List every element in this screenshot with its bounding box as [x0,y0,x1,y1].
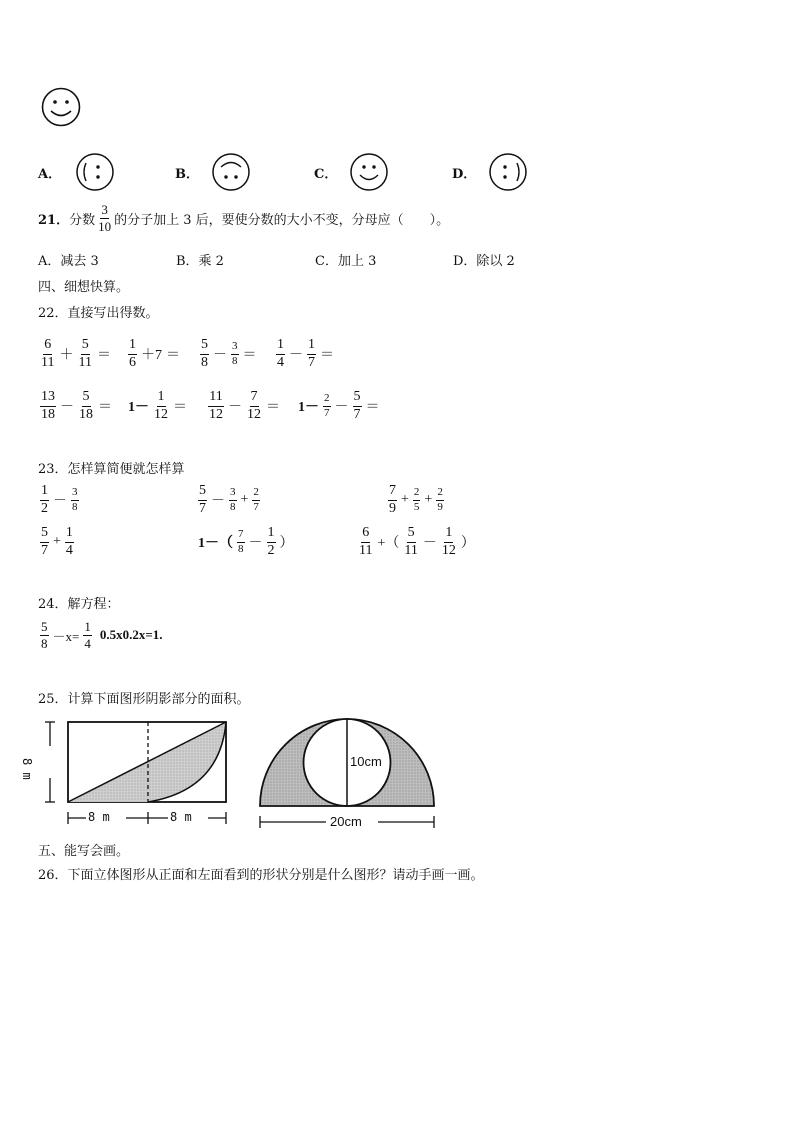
numerator: 5 [353,390,362,407]
numerator: 6 [361,526,370,543]
numerator: 7 [237,529,245,543]
numerator: 2 [252,487,260,501]
denominator: 8 [232,354,238,367]
fraction [388,484,397,516]
denominator: 12 [247,406,261,422]
denominator: 7 [41,542,48,558]
numerator: 1 [307,338,316,355]
operator: + [401,492,409,508]
fraction [229,487,237,513]
operator: － [60,400,74,416]
numerator: 1 [267,526,276,543]
denominator: 2 [267,542,275,558]
numerator: 1 [84,619,91,634]
numerator: 3 [101,202,108,217]
fraction [65,526,74,558]
fraction [71,487,79,513]
face-side-right-icon [488,152,528,192]
numerator: 5 [200,338,209,355]
option-letter: A． [38,166,62,182]
operator: ＋ [59,348,74,364]
fraction [40,526,49,558]
numerator: 3 [71,487,79,501]
top-face-icon [40,86,82,128]
fraction [237,529,245,555]
numerator: 7 [250,390,259,407]
denominator: 11 [41,354,55,370]
numerator: 13 [40,390,56,407]
denominator: 4 [84,635,91,651]
fraction [267,526,276,558]
fraction [40,484,49,516]
equals: ＝ [96,348,111,364]
operator: － [289,348,303,364]
question-21 [38,203,449,233]
denominator: 7 [324,406,330,419]
numerator: 1 [128,338,137,355]
question-25-title: 25．计算下面图形阴影部分的面积。 [38,692,250,707]
numerator: 2 [413,487,421,501]
numerator: 1 [40,484,49,501]
q22-expr-4 [274,338,336,370]
base-label: 20cm [330,814,362,829]
numerator: 5 [40,526,49,543]
prefix: 1－ [128,400,149,416]
fraction [78,390,94,422]
option-c[interactable] [314,152,389,192]
q22-expr-3 [198,338,259,370]
operator: － [334,400,349,416]
operator: +（ [377,536,400,552]
question-22-title: 22．直接写出得数。 [38,306,159,321]
denominator: 4 [65,542,73,558]
denominator: 11 [78,354,92,370]
operator: － [211,494,225,510]
dimension-label-vertical: 8 m [20,758,34,780]
denominator: 18 [41,406,55,422]
numerator: 5 [82,390,91,407]
face-frown-icon [211,152,251,192]
q22-expr-8 [296,390,382,422]
fraction [403,526,418,558]
numerator: 5 [198,484,207,501]
denominator: 6 [129,354,136,370]
operator: ＋7 [141,348,162,364]
option-letter: D． [452,166,477,182]
denominator: 11 [404,542,418,558]
operator: － [228,400,242,416]
fraction [441,526,457,558]
question-24-title: 24．解方程： [38,597,120,612]
q23-expr-4 [38,526,76,558]
equals: ＝ [320,348,334,364]
option-letter: B． [175,166,199,182]
numerator: 3 [229,487,237,501]
numerator: 5 [41,619,48,634]
fraction [208,390,224,422]
q23-expr-2 [196,484,262,516]
q21-option-d[interactable]: D．除以 2 [453,254,515,269]
fraction [358,526,373,558]
fraction [198,484,207,516]
fraction [40,620,49,650]
equals: ＝ [173,400,187,416]
fraction [128,338,137,370]
fraction [77,338,92,370]
q22-expr-5 [38,390,114,422]
section-heading-4: 四、细想快算。 [38,280,130,295]
denominator: 12 [154,406,168,422]
equals: ＝ [166,348,180,364]
face-smile-icon [349,152,389,192]
denominator: 8 [201,354,208,370]
option-letter: C． [314,166,338,182]
numerator: 1 [444,526,453,543]
denominator: 9 [437,500,443,513]
q21-option-c[interactable]: C．加上 3 [315,254,377,269]
numerator: 3 [231,341,239,355]
operator: + [53,534,61,550]
operator: － [248,536,263,552]
equals: ＝ [266,400,280,416]
numerator: 1 [65,526,74,543]
numerator: 2 [436,487,444,501]
denominator: 7 [353,406,361,422]
fraction [276,338,285,370]
fraction [353,390,362,422]
q24-equation [38,620,165,650]
fraction [40,338,55,370]
denominator: 8 [41,635,48,651]
q21-option-b[interactable]: B．乘 2 [176,254,224,269]
numerator: 11 [208,390,223,407]
fraction [231,341,239,367]
denominator: 8 [72,500,78,513]
denominator: 11 [359,542,373,558]
q22-expr-2 [126,338,182,370]
fraction [246,390,262,422]
equals: ＝ [365,400,380,416]
numerator: 7 [388,484,397,501]
q22-expr-6 [126,390,189,422]
suffix: ） [460,536,475,552]
q21-option-a[interactable]: A．减去 3 [38,254,99,269]
operator: － [53,494,67,510]
question-text-pre: 分数 [69,212,96,228]
question-23-title: 23．怎样算简便就怎样算 [38,462,185,477]
operator: －x= [52,628,80,644]
equation-2: 0.5x0.2x=1. [99,627,163,643]
section-heading-5: 五、能写会画。 [38,844,130,859]
operator: + [240,492,249,508]
fraction [97,203,112,233]
denominator: 12 [209,406,223,422]
dimension-label-left: 8 m [88,810,110,824]
denominator: 7 [253,500,259,513]
denominator: 2 [41,500,48,516]
prefix: 1－ [298,400,319,416]
prefix: 1－（ [198,536,233,552]
operator: － [213,348,227,364]
numerator: 1 [157,390,166,407]
dimension-label-right: 8 m [170,810,192,824]
numerator: 1 [276,338,285,355]
rectangle-figure [38,714,238,834]
fraction [40,390,56,422]
numerator: 5 [407,526,416,543]
denominator: 12 [441,542,456,558]
fraction [83,620,92,650]
question-number: 21． [38,212,70,228]
option-a[interactable] [38,152,115,192]
denominator: 9 [389,500,396,516]
denominator: 18 [79,406,93,422]
q23-expr-6 [356,526,477,558]
fraction [200,338,209,370]
numerator: 5 [81,338,90,355]
fraction [307,338,316,370]
q22-expr-1 [38,338,113,370]
fraction [436,487,444,513]
question-text-post: 的分子加上 3 后，要使分数的大小不变，分母应（ ）。 [114,212,450,228]
question-26: 26．下面立体图形从正面和左面看到的形状分别是什么图形？请动手画一画。 [38,868,484,883]
numerator: 2 [323,393,331,407]
fraction [153,390,169,422]
equals: ＝ [98,400,112,416]
denominator: 4 [277,354,284,370]
diameter-label: 10cm [350,754,382,769]
denominator: 5 [413,500,420,513]
denominator: 7 [308,354,315,370]
fraction [323,393,331,419]
option-b[interactable] [175,152,251,192]
operator: － [422,536,437,552]
face-side-left-icon [75,152,115,192]
option-d[interactable] [452,152,528,192]
denominator: 8 [238,542,244,555]
fraction [252,487,260,513]
equals: ＝ [242,348,257,364]
denominator: 8 [230,500,236,513]
q22-expr-7 [206,390,282,422]
numerator: 6 [43,338,52,355]
operator: + [424,492,433,508]
suffix: ） [279,536,294,552]
q23-expr-3 [386,484,446,516]
fraction [413,487,421,513]
denominator: 10 [98,218,112,234]
q23-expr-5 [196,526,296,558]
q23-expr-1 [38,484,81,516]
denominator: 7 [199,500,206,516]
